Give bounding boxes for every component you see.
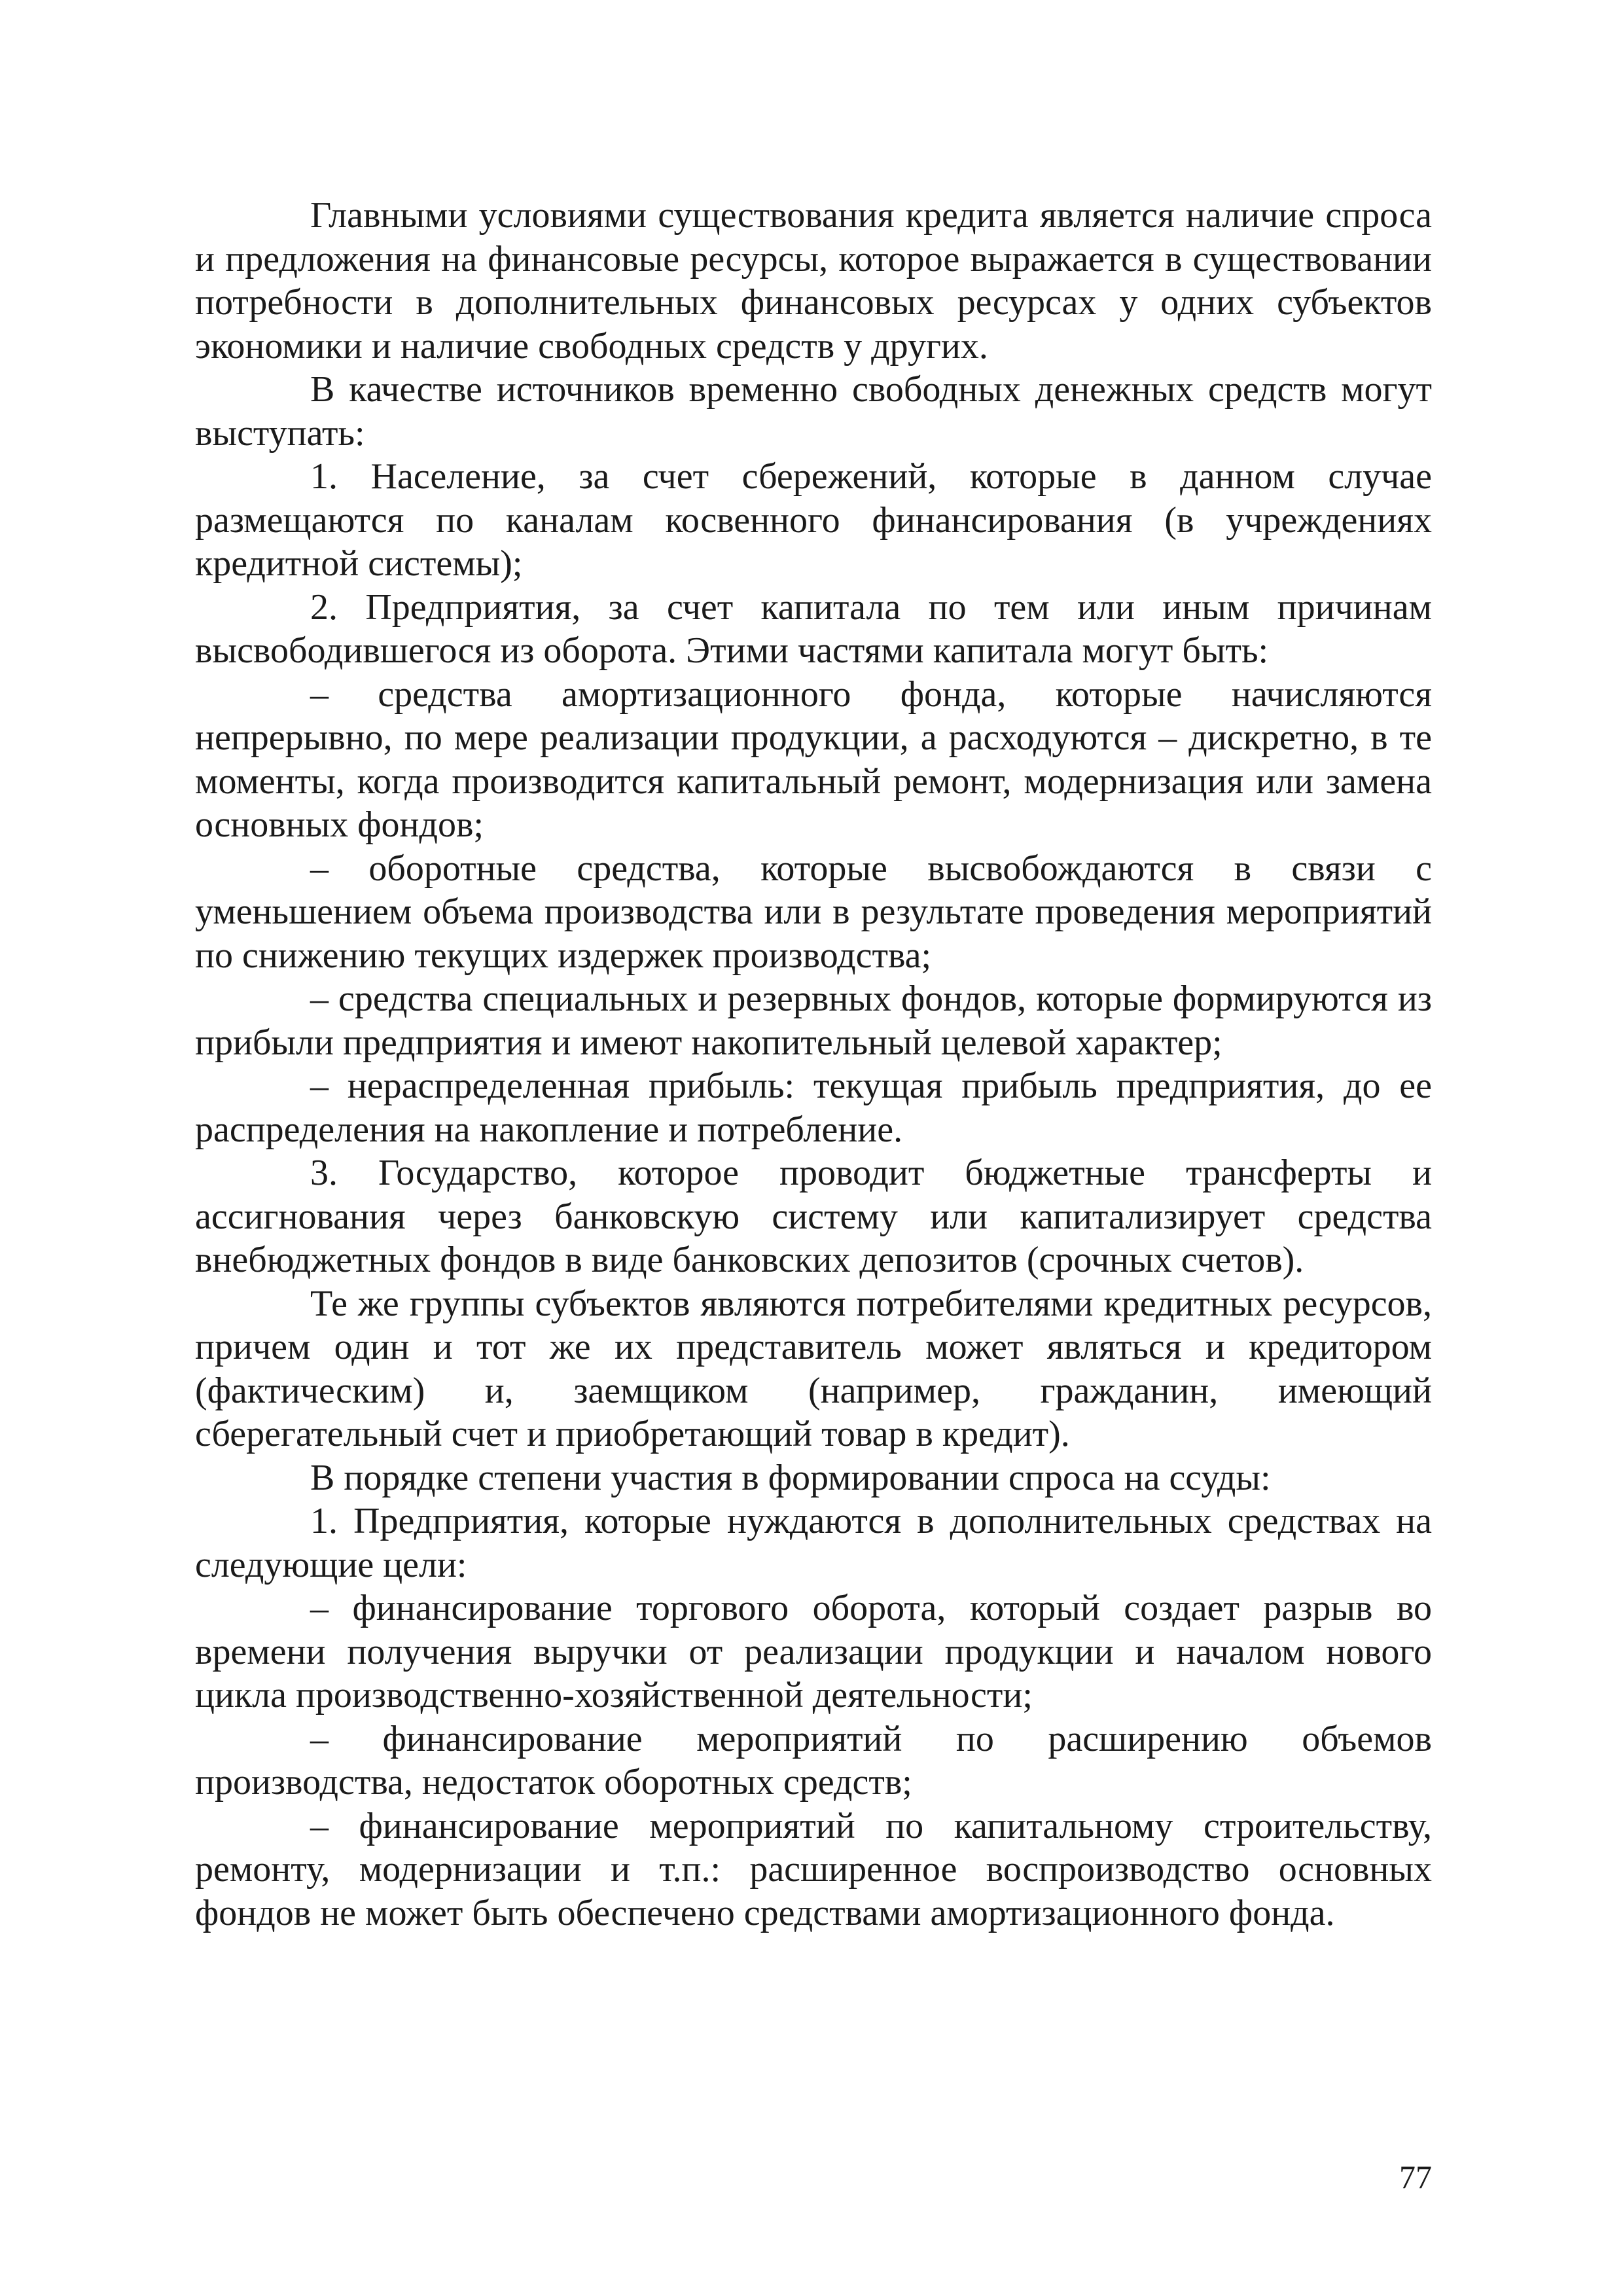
- paragraph-credit-conditions: Главными условиями существования кредита является наличие спроса и предложения на финансовые ресурсы, которое выражается в существовании потребности в дополнительных финансовых ресурсах у одних субъектов экономики и наличие свободных средств у других.: [195, 195, 1432, 367]
- paragraph-sources-intro: В качестве источников временно свободных денежных средств могут выступать:: [195, 369, 1432, 454]
- paragraph-consumers: Те же группы субъектов являются потребителями кредитных ресурсов, причем один и тот же их представитель может являться и кредитором (фактическим) и, заемщиком (например, гражданин, имеющий сберегательный счет и приобретающий товар в кредит).: [195, 1283, 1432, 1454]
- paragraph-enterprises: 2. Предприятия, за счет капитала по тем или иным причинам высвободившегося из оборота. Этими частями капитала могут быть:: [195, 586, 1432, 671]
- paragraph-demand-order: В порядке степени участия в формировании спроса на ссуды:: [310, 1457, 1271, 1498]
- paragraph-working-capital: – оборотные средства, которые высвобождаются в связи с уменьшением объема производства или в результате проведения мероприятий по снижению текущих издержек производства;: [195, 848, 1432, 976]
- paragraph-retained-profit: – нераспределенная прибыль: текущая прибыль предприятия, до ее распределения на накопление и потребление.: [195, 1066, 1432, 1150]
- paragraph-expansion-financing: – финансирование мероприятий по расширению объемов производства, недостаток оборотных средств;: [195, 1718, 1432, 1803]
- paragraph-enterprise-needs: 1. Предприятия, которые нуждаются в дополнительных средствах на следующие цели:: [195, 1501, 1432, 1585]
- page-number: 77: [1399, 2159, 1432, 2195]
- body-text: [195, 194, 1432, 1935]
- paragraph-state: 3. Государство, которое проводит бюджетные трансферты и ассигнования через банковскую систему или капитализирует средства внебюджетных фондов в виде банковских депозитов (срочных счетов).: [195, 1153, 1432, 1280]
- paragraph-special-funds: – средства специальных и резервных фондов, которые формируются из прибыли предприятия и имеют накопительный целевой характер;: [195, 978, 1432, 1063]
- paragraph-depreciation-fund: – средства амортизационного фонда, которые начисляются непрерывно, по мере реализации продукции, а расходуются – дискретно, в те моменты, когда производится капитальный ремонт, модернизация или замена основных фондов;: [195, 673, 1432, 845]
- paragraph-trade-financing: – финансирование торгового оборота, который создает разрыв во времени получения выручки от реализации продукции и началом нового цикла производственно-хозяйственной деятельности;: [195, 1588, 1432, 1715]
- paragraph-construction-financing: – финансирование мероприятий по капитальному строительству, ремонту, модернизации и т.п.: расширенное воспроизводство основных фондов не может быть обеспечено средствами амортизационного фонда.: [195, 1805, 1432, 1933]
- paragraph-population: 1. Население, за счет сбережений, которые в данном случае размещаются по каналам косвенного финансирования (в учреждениях кредитной системы);: [195, 456, 1432, 584]
